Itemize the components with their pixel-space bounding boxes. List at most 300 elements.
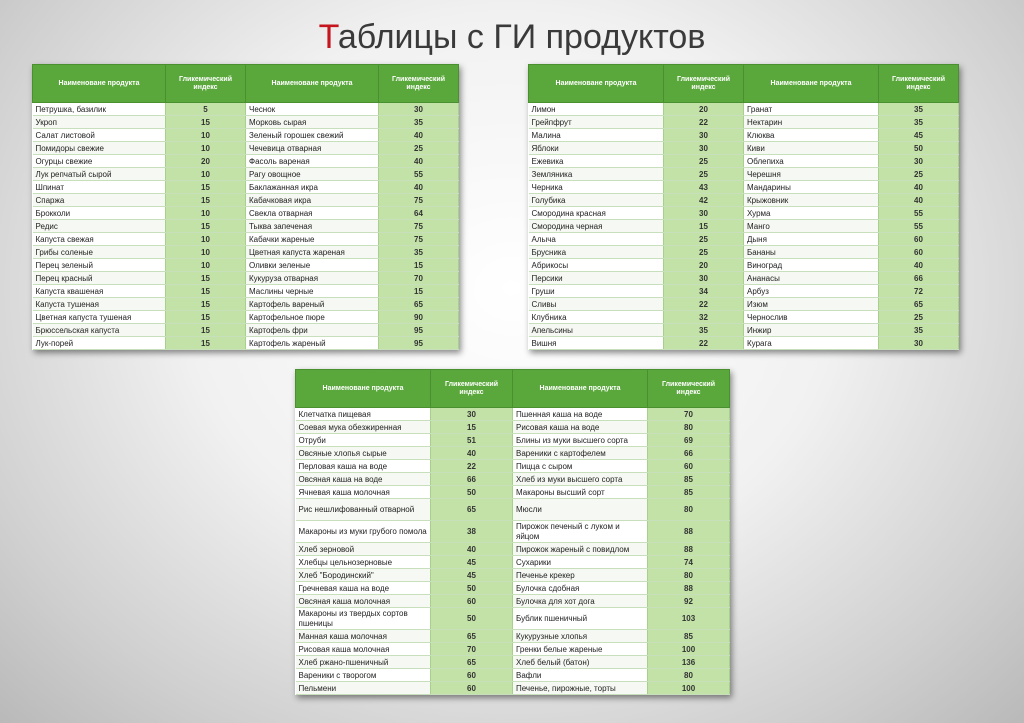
gi-value: 25: [664, 233, 744, 246]
gi-value: 15: [379, 285, 459, 298]
table-row: [296, 682, 730, 695]
product-name: Малина: [529, 129, 664, 142]
gi-value: 72: [879, 285, 959, 298]
product-name: Овсяная каша на воде: [296, 473, 431, 486]
gi-value: 5: [166, 103, 246, 116]
gi-value: 75: [379, 233, 459, 246]
gi-value: 40: [879, 259, 959, 272]
header-gi: Гликемический индекс: [431, 370, 513, 408]
table-row: [296, 460, 730, 473]
gi-value: 50: [431, 486, 513, 499]
table-row: [529, 259, 959, 272]
table-row: [296, 543, 730, 556]
product-name: Персики: [529, 272, 664, 285]
product-name: Бублик пшеничный: [513, 608, 648, 630]
gi-value: 25: [879, 311, 959, 324]
gi-value: 15: [166, 285, 246, 298]
table-row: [33, 311, 459, 324]
gi-value: 45: [431, 556, 513, 569]
gi-value: 70: [648, 408, 730, 421]
gi-value: 25: [664, 168, 744, 181]
product-name: Оливки зеленые: [246, 259, 379, 272]
gi-value: 35: [879, 103, 959, 116]
product-name: Блины из муки высшего сорта: [513, 434, 648, 447]
product-name: Перец зеленый: [33, 259, 166, 272]
header-name: Наименоване продукта: [744, 65, 879, 103]
product-name: Картофель жареный: [246, 337, 379, 350]
product-name: Земляника: [529, 168, 664, 181]
header-name: Наименоване продукта: [246, 65, 379, 103]
gi-value: 30: [379, 103, 459, 116]
gi-value: 38: [431, 521, 513, 543]
table-row: [529, 285, 959, 298]
product-name: Макароны из муки грубого помола: [296, 521, 431, 543]
gi-value: 75: [379, 220, 459, 233]
table-row: [296, 447, 730, 460]
gi-value: 60: [879, 246, 959, 259]
gi-value: 103: [648, 608, 730, 630]
product-name: Инжир: [744, 324, 879, 337]
product-name: Булочка для хот дога: [513, 595, 648, 608]
product-name: Картофельное пюре: [246, 311, 379, 324]
product-name: Ананасы: [744, 272, 879, 285]
gi-value: 32: [664, 311, 744, 324]
product-name: Шпинат: [33, 181, 166, 194]
table-row: [296, 595, 730, 608]
gi-value: 55: [879, 220, 959, 233]
table-row: [33, 220, 459, 233]
gi-value: 20: [664, 259, 744, 272]
table-row: [296, 582, 730, 595]
gi-value: 69: [648, 434, 730, 447]
product-name: Абрикосы: [529, 259, 664, 272]
gi-value: 42: [664, 194, 744, 207]
product-name: Яблоки: [529, 142, 664, 155]
product-name: Брокколи: [33, 207, 166, 220]
product-name: Булочка сдобная: [513, 582, 648, 595]
gi-value: 30: [664, 142, 744, 155]
header-gi: Гликемический индекс: [664, 65, 744, 103]
table-row: [33, 194, 459, 207]
gi-value: 20: [664, 103, 744, 116]
product-name: Пельмени: [296, 682, 431, 695]
page-title: [0, 18, 1024, 57]
product-name: Капуста квашеная: [33, 285, 166, 298]
table-row: [296, 421, 730, 434]
gi-value: 66: [431, 473, 513, 486]
gi-value: 74: [648, 556, 730, 569]
product-name: Хлеб зерновой: [296, 543, 431, 556]
header-name: Наименоване продукта: [33, 65, 166, 103]
gi-value: 60: [879, 233, 959, 246]
gi-value: 65: [879, 298, 959, 311]
gi-value: 10: [166, 142, 246, 155]
gi-value: 70: [431, 643, 513, 656]
product-name: Пирожок печеный с луком и яйцом: [513, 521, 648, 543]
product-name: Чернослив: [744, 311, 879, 324]
gi-value: 15: [166, 181, 246, 194]
table-row: [33, 168, 459, 181]
table-row: [296, 486, 730, 499]
product-name: Соевая мука обезжиренная: [296, 421, 431, 434]
table-row: [529, 311, 959, 324]
gi-value: 15: [664, 220, 744, 233]
gi-value: 10: [166, 233, 246, 246]
gi-value: 95: [379, 337, 459, 350]
gi-value: 55: [879, 207, 959, 220]
gi-value: 66: [879, 272, 959, 285]
product-name: Цветная капуста жареная: [246, 246, 379, 259]
header-name: Наименоване продукта: [513, 370, 648, 408]
gi-value: 15: [166, 311, 246, 324]
product-name: Отруби: [296, 434, 431, 447]
gi-value: 55: [379, 168, 459, 181]
table-row: [33, 129, 459, 142]
product-name: Ячневая каша молочная: [296, 486, 431, 499]
product-name: Голубика: [529, 194, 664, 207]
gi-value: 100: [648, 682, 730, 695]
gi-value: 15: [431, 421, 513, 434]
product-name: Капуста тушеная: [33, 298, 166, 311]
table-row: [33, 246, 459, 259]
product-name: Хлеб ржано-пшеничный: [296, 656, 431, 669]
gi-value: 35: [379, 116, 459, 129]
gi-value: 40: [379, 155, 459, 168]
gi-value: 20: [166, 155, 246, 168]
table-row: [529, 181, 959, 194]
gi-value: 65: [431, 499, 513, 521]
gi-value: 35: [664, 324, 744, 337]
product-name: Алыча: [529, 233, 664, 246]
gi-value: 85: [648, 486, 730, 499]
header-name: Наименоване продукта: [296, 370, 431, 408]
product-name: Рис нешлифованный отварной: [296, 499, 431, 521]
product-name: Брусника: [529, 246, 664, 259]
gi-value: 15: [166, 298, 246, 311]
product-name: Овсяная каша молочная: [296, 595, 431, 608]
gi-value: 10: [166, 207, 246, 220]
gi-value: 30: [879, 337, 959, 350]
gi-value: 10: [166, 259, 246, 272]
table-row: [296, 499, 730, 521]
product-name: Облепиха: [744, 155, 879, 168]
product-name: Клубника: [529, 311, 664, 324]
product-name: Черника: [529, 181, 664, 194]
table-row: [33, 207, 459, 220]
product-name: Рагу овощное: [246, 168, 379, 181]
table-row: [33, 272, 459, 285]
table-row: [33, 142, 459, 155]
gi-value: 15: [166, 337, 246, 350]
gi-value: 88: [648, 543, 730, 556]
gi-value: 10: [166, 129, 246, 142]
product-name: Грейпфрут: [529, 116, 664, 129]
gi-value: 30: [431, 408, 513, 421]
gi-value: 40: [431, 543, 513, 556]
gi-value: 65: [431, 656, 513, 669]
product-name: Манная каша молочная: [296, 630, 431, 643]
table-row: [529, 155, 959, 168]
table-row: [33, 233, 459, 246]
table-row: [529, 142, 959, 155]
product-name: Зеленый горошек свежий: [246, 129, 379, 142]
product-name: Чеснок: [246, 103, 379, 116]
product-name: Укроп: [33, 116, 166, 129]
product-name: Лимон: [529, 103, 664, 116]
product-name: Печенье, пирожные, торты: [513, 682, 648, 695]
table-row: [296, 669, 730, 682]
product-name: Гренки белые жареные: [513, 643, 648, 656]
gi-value: 22: [431, 460, 513, 473]
product-name: Тыква запеченая: [246, 220, 379, 233]
product-name: Ежевика: [529, 155, 664, 168]
product-name: Перец красный: [33, 272, 166, 285]
table-row: [296, 569, 730, 582]
header-gi: Гликемический индекс: [379, 65, 459, 103]
product-name: Груши: [529, 285, 664, 298]
gi-value: 35: [879, 116, 959, 129]
cereals-gi-table: [295, 369, 730, 695]
gi-value: 51: [431, 434, 513, 447]
table-row: [33, 337, 459, 350]
product-name: Вареники с картофелем: [513, 447, 648, 460]
gi-value: 40: [431, 447, 513, 460]
product-name: Кабачки жареные: [246, 233, 379, 246]
gi-value: 15: [166, 220, 246, 233]
gi-value: 92: [648, 595, 730, 608]
table-row: [296, 630, 730, 643]
gi-value: 40: [879, 194, 959, 207]
gi-value: 60: [431, 595, 513, 608]
product-name: Лук-порей: [33, 337, 166, 350]
product-name: Помидоры свежие: [33, 142, 166, 155]
gi-value: 80: [648, 669, 730, 682]
table-row: [529, 194, 959, 207]
table-row: [529, 246, 959, 259]
gi-value: 10: [166, 168, 246, 181]
product-name: Дыня: [744, 233, 879, 246]
gi-value: 15: [166, 272, 246, 285]
gi-value: 22: [664, 298, 744, 311]
product-name: Кабачковая икра: [246, 194, 379, 207]
product-name: Хлебцы цельнозерновые: [296, 556, 431, 569]
product-name: Пирожок жареный с повидлом: [513, 543, 648, 556]
gi-value: 64: [379, 207, 459, 220]
gi-value: 35: [379, 246, 459, 259]
product-name: Рисовая каша на воде: [513, 421, 648, 434]
gi-value: 43: [664, 181, 744, 194]
gi-value: 40: [879, 181, 959, 194]
product-name: Овсяные хлопья сырые: [296, 447, 431, 460]
gi-value: 15: [166, 324, 246, 337]
vegetables-gi-table: [32, 64, 459, 350]
gi-value: 60: [431, 682, 513, 695]
gi-value: 85: [648, 473, 730, 486]
table-row: [296, 608, 730, 630]
gi-value: 85: [648, 630, 730, 643]
product-name: Хлеб белый (батон): [513, 656, 648, 669]
gi-value: 25: [664, 246, 744, 259]
product-name: Свекла отварная: [246, 207, 379, 220]
product-name: Салат листовой: [33, 129, 166, 142]
gi-value: 10: [166, 246, 246, 259]
gi-value: 60: [431, 669, 513, 682]
product-name: Виноград: [744, 259, 879, 272]
gi-value: 100: [648, 643, 730, 656]
table-row: [296, 473, 730, 486]
product-name: Петрушка, базилик: [33, 103, 166, 116]
product-name: Вафли: [513, 669, 648, 682]
product-name: Кукуруза отварная: [246, 272, 379, 285]
gi-value: 88: [648, 582, 730, 595]
gi-value: 40: [379, 181, 459, 194]
gi-value: 75: [379, 194, 459, 207]
product-name: Апельсины: [529, 324, 664, 337]
table-row: [529, 103, 959, 116]
gi-value: 25: [879, 168, 959, 181]
gi-value: 88: [648, 521, 730, 543]
product-name: Гранат: [744, 103, 879, 116]
product-name: Вишня: [529, 337, 664, 350]
gi-value: 30: [664, 207, 744, 220]
gi-value: 22: [664, 337, 744, 350]
product-name: Картофель вареный: [246, 298, 379, 311]
table-row: [529, 207, 959, 220]
product-name: Крыжовник: [744, 194, 879, 207]
gi-value: 80: [648, 421, 730, 434]
product-name: Хурма: [744, 207, 879, 220]
product-name: Фасоль вареная: [246, 155, 379, 168]
title-first-letter: Т: [318, 18, 338, 56]
product-name: Спаржа: [33, 194, 166, 207]
table-row: [296, 434, 730, 447]
table-row: [33, 181, 459, 194]
gi-value: 25: [664, 155, 744, 168]
gi-value: 45: [879, 129, 959, 142]
product-name: Картофель фри: [246, 324, 379, 337]
table-row: [529, 233, 959, 246]
title-rest: аблицы с ГИ продуктов: [337, 18, 706, 56]
product-name: Пицца с сыром: [513, 460, 648, 473]
product-name: Морковь сырая: [246, 116, 379, 129]
gi-value: 25: [379, 142, 459, 155]
header-gi: Гликемический индекс: [879, 65, 959, 103]
product-name: Клетчатка пищевая: [296, 408, 431, 421]
table-row: [529, 129, 959, 142]
gi-value: 50: [879, 142, 959, 155]
table-row: [33, 116, 459, 129]
gi-value: 90: [379, 311, 459, 324]
product-name: Маслины черные: [246, 285, 379, 298]
gi-value: 45: [431, 569, 513, 582]
header-gi: Гликемический индекс: [648, 370, 730, 408]
table-row: [33, 298, 459, 311]
gi-value: 65: [379, 298, 459, 311]
product-name: Огурцы свежие: [33, 155, 166, 168]
gi-value: 34: [664, 285, 744, 298]
table-row: [529, 298, 959, 311]
gi-value: 15: [166, 116, 246, 129]
product-name: Вареники с творогом: [296, 669, 431, 682]
product-name: Пшенная каша на воде: [513, 408, 648, 421]
table-row: [296, 643, 730, 656]
table-row: [529, 337, 959, 350]
header-gi: Гликемический индекс: [166, 65, 246, 103]
product-name: Клюква: [744, 129, 879, 142]
product-name: Кукурузные хлопья: [513, 630, 648, 643]
product-name: Редис: [33, 220, 166, 233]
table-row: [529, 168, 959, 181]
gi-value: 22: [664, 116, 744, 129]
gi-value: 50: [431, 608, 513, 630]
gi-value: 80: [648, 499, 730, 521]
product-name: Бананы: [744, 246, 879, 259]
gi-value: 15: [166, 194, 246, 207]
gi-value: 50: [431, 582, 513, 595]
table-row: [33, 259, 459, 272]
gi-value: 35: [879, 324, 959, 337]
header-name: Наименоване продукта: [529, 65, 664, 103]
product-name: Манго: [744, 220, 879, 233]
product-name: Хлеб "Бородинский": [296, 569, 431, 582]
product-name: Макароны высший сорт: [513, 486, 648, 499]
table-row: [529, 116, 959, 129]
table-row: [33, 155, 459, 168]
product-name: Чечевица отварная: [246, 142, 379, 155]
product-name: Баклажанная икра: [246, 181, 379, 194]
table-row: [529, 324, 959, 337]
product-name: Киви: [744, 142, 879, 155]
product-name: Черешня: [744, 168, 879, 181]
gi-value: 30: [664, 129, 744, 142]
table-row: [296, 556, 730, 569]
product-name: Рисовая каша молочная: [296, 643, 431, 656]
gi-value: 30: [664, 272, 744, 285]
fruits-gi-table: [528, 64, 959, 350]
product-name: Перловая каша на воде: [296, 460, 431, 473]
gi-value: 95: [379, 324, 459, 337]
gi-value: 30: [879, 155, 959, 168]
table-row: [296, 408, 730, 421]
gi-value: 66: [648, 447, 730, 460]
product-name: Арбуз: [744, 285, 879, 298]
gi-value: 40: [379, 129, 459, 142]
product-name: Сухарики: [513, 556, 648, 569]
gi-value: 65: [431, 630, 513, 643]
product-name: Курага: [744, 337, 879, 350]
table-row: [296, 656, 730, 669]
product-name: Цветная капуста тушеная: [33, 311, 166, 324]
table-row: [33, 285, 459, 298]
product-name: Нектарин: [744, 116, 879, 129]
product-name: Хлеб из муки высшего сорта: [513, 473, 648, 486]
table-row: [33, 324, 459, 337]
product-name: Грибы соленые: [33, 246, 166, 259]
table-row: [529, 272, 959, 285]
table-row: [33, 103, 459, 116]
product-name: Смородина красная: [529, 207, 664, 220]
gi-value: 70: [379, 272, 459, 285]
product-name: Капуста свежая: [33, 233, 166, 246]
gi-value: 60: [648, 460, 730, 473]
product-name: Смородина черная: [529, 220, 664, 233]
product-name: Лук репчатый сырой: [33, 168, 166, 181]
table-row: [529, 220, 959, 233]
product-name: Печенье крекер: [513, 569, 648, 582]
product-name: Сливы: [529, 298, 664, 311]
product-name: Мандарины: [744, 181, 879, 194]
product-name: Мюсли: [513, 499, 648, 521]
